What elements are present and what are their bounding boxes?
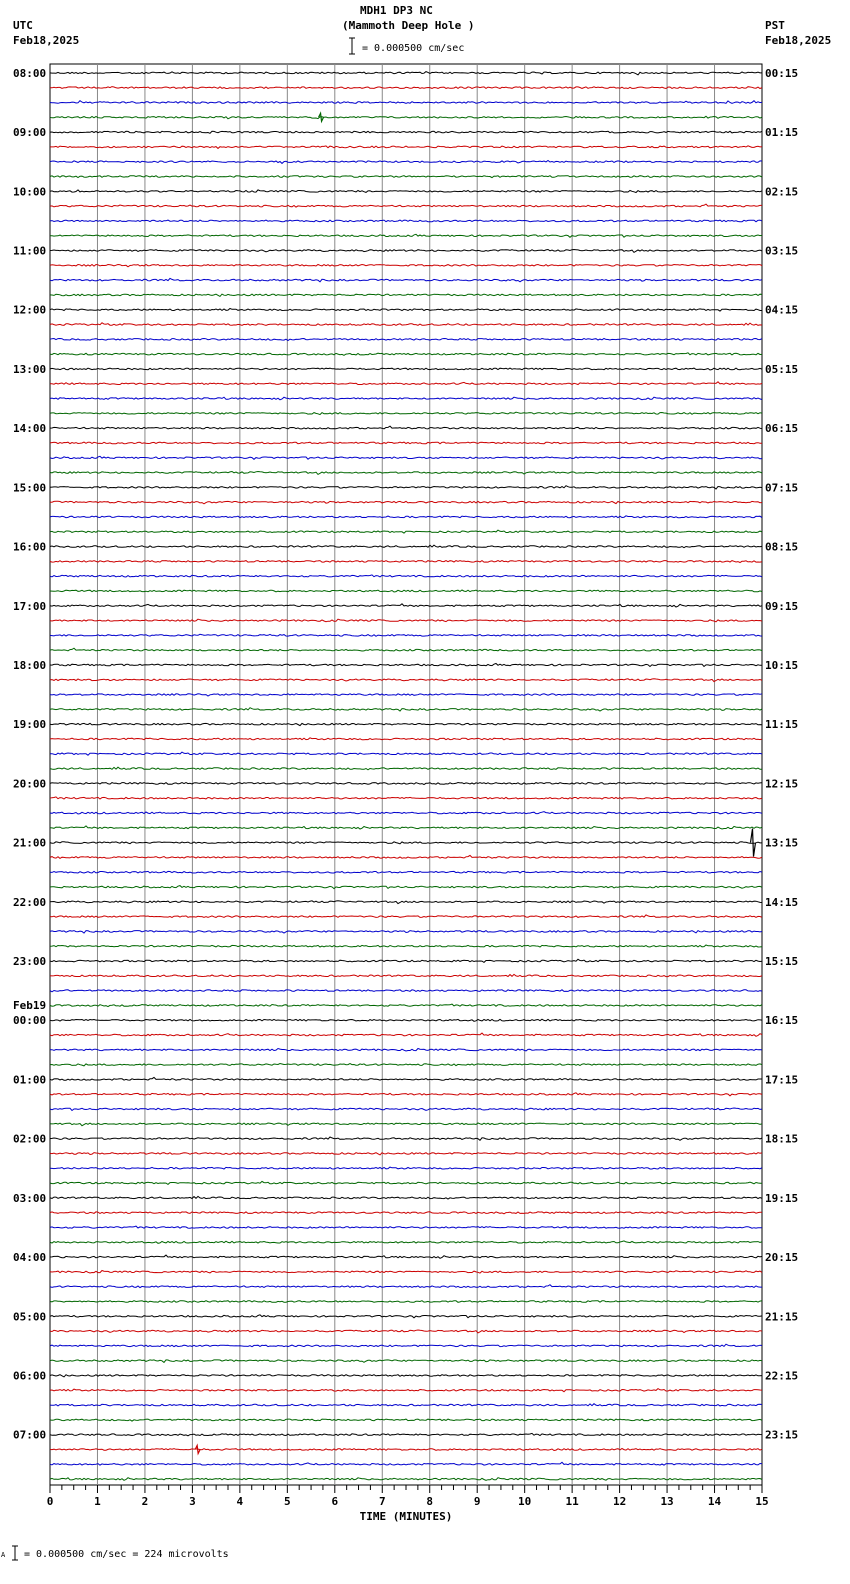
x-tick-label: 0 [46, 1495, 54, 1508]
utc-hour-label: 14:00 [13, 422, 47, 436]
seismic-trace [50, 797, 762, 799]
seismic-trace [50, 826, 762, 829]
seismic-trace [50, 426, 762, 429]
seismic-trace [50, 634, 762, 636]
seismic-trace [50, 1478, 762, 1481]
seismic-trace [50, 619, 762, 622]
seismic-trace [50, 855, 762, 858]
seismic-trace [50, 545, 762, 548]
seismic-trace [50, 1301, 762, 1303]
utc-hour-label: 21:00 [13, 836, 47, 850]
utc-hour-label: 00:00 [13, 1014, 47, 1028]
footer-scale-bar-icon [12, 1546, 18, 1560]
seismic-trace [50, 1004, 762, 1007]
seismic-trace [50, 1344, 762, 1347]
seismic-trace [50, 931, 762, 934]
station-location: (Mammoth Deep Hole ) [342, 19, 475, 32]
utc-hour-label: 10:00 [13, 185, 47, 199]
pst-hour-label: 03:15 [765, 244, 799, 258]
x-tick-label: 12 [612, 1495, 627, 1508]
seismic-trace [50, 1153, 762, 1155]
x-tick-label: 9 [473, 1495, 481, 1508]
seismic-trace [50, 131, 762, 133]
pst-hour-label: 10:15 [765, 658, 799, 672]
utc-hour-label: 07:00 [13, 1428, 47, 1442]
seismic-trace [50, 886, 762, 889]
seismic-trace [50, 1181, 762, 1184]
seismic-trace [50, 1167, 762, 1169]
utc-hour-label: 09:00 [13, 126, 47, 140]
utc-hour-label: 04:00 [13, 1251, 47, 1265]
seismic-event [751, 829, 756, 857]
pst-hour-label: 01:15 [765, 126, 799, 140]
seismic-trace [50, 871, 762, 873]
utc-hour-label: 05:00 [13, 1310, 47, 1324]
seismic-trace [50, 990, 762, 992]
seismic-trace [50, 945, 762, 947]
station-title: MDH1 DP3 NC [360, 4, 433, 17]
seismic-trace [50, 1123, 762, 1126]
seismic-trace [50, 708, 762, 711]
seismic-trace [50, 161, 762, 164]
seismic-trace [50, 486, 762, 489]
right-timezone: PST [765, 19, 785, 32]
seismic-trace [50, 561, 762, 563]
seismic-trace [50, 1093, 762, 1096]
seismic-trace [50, 265, 762, 267]
seismic-trace [50, 767, 762, 770]
seismic-trace [50, 1108, 762, 1111]
seismic-trace [50, 1375, 762, 1377]
scale-bar-icon [349, 38, 355, 54]
pst-hour-label: 23:15 [765, 1428, 799, 1442]
pst-hour-label: 06:15 [765, 422, 799, 436]
seismic-trace [50, 694, 762, 696]
x-tick-label: 4 [236, 1495, 244, 1508]
seismic-trace [50, 1049, 762, 1052]
seismic-trace [50, 1433, 762, 1435]
seismic-trace [50, 250, 762, 253]
x-tick-label: 15 [755, 1495, 769, 1508]
x-tick-label: 11 [565, 1495, 579, 1508]
pst-hour-label: 17:15 [765, 1073, 799, 1087]
x-tick-label: 8 [426, 1495, 434, 1508]
seismic-trace [50, 648, 762, 651]
seismic-trace [50, 1462, 762, 1465]
utc-hour-label: 15:00 [13, 481, 47, 495]
pst-hour-label: 13:15 [765, 836, 799, 850]
seismic-trace [50, 1241, 762, 1243]
seismic-trace [50, 1285, 762, 1288]
seismic-trace [50, 116, 762, 119]
pst-hour-label: 04:15 [765, 303, 799, 317]
seismic-trace [50, 456, 762, 459]
x-tick-label: 13 [660, 1495, 674, 1508]
seismic-trace [50, 959, 762, 962]
seismic-trace [50, 397, 762, 400]
utc-hour-label: 18:00 [13, 658, 47, 672]
footer-scale-text: = 0.000500 cm/sec = 224 microvolts [24, 1549, 229, 1560]
seismic-trace [50, 234, 762, 237]
seismic-trace [50, 472, 762, 475]
seismic-trace [50, 353, 762, 356]
utc-hour-label: 01:00 [13, 1073, 47, 1087]
seismic-trace [50, 190, 762, 193]
utc-hour-label: 02:00 [13, 1132, 47, 1146]
pst-hour-label: 22:15 [765, 1369, 799, 1383]
utc-hour-label: 17:00 [13, 599, 47, 613]
utc-date-label: Feb19 [13, 999, 47, 1013]
seismic-trace [50, 575, 762, 577]
utc-hour-label: 03:00 [13, 1191, 47, 1205]
seismic-trace [50, 1033, 762, 1036]
seismic-trace [50, 146, 762, 149]
seismic-trace [50, 590, 762, 592]
scale-label: = 0.000500 cm/sec [362, 43, 465, 54]
seismic-trace [50, 382, 762, 385]
pst-hour-label: 00:15 [765, 66, 799, 80]
x-tick-label: 6 [331, 1495, 339, 1508]
seismic-trace [50, 87, 762, 89]
pst-hour-label: 19:15 [765, 1191, 799, 1205]
seismic-trace [50, 294, 762, 296]
x-axis-title: TIME (MINUTES) [359, 1510, 453, 1523]
utc-hour-label: 23:00 [13, 955, 47, 969]
x-tick-label: 14 [707, 1495, 722, 1508]
seismic-trace [50, 752, 762, 755]
utc-hour-label: 08:00 [13, 66, 47, 80]
seismic-trace [50, 530, 762, 533]
utc-hour-label: 13:00 [13, 362, 47, 376]
x-tick-label: 3 [189, 1495, 196, 1508]
pst-hour-label: 20:15 [765, 1251, 799, 1265]
utc-hour-label: 11:00 [13, 244, 47, 258]
seismic-trace [50, 812, 762, 814]
seismic-trace [50, 1019, 762, 1021]
x-tick-label: 7 [378, 1495, 386, 1508]
seismic-trace [50, 974, 762, 976]
seismic-trace [50, 323, 762, 326]
footer-prefix: A [1, 1551, 6, 1559]
seismic-trace [50, 1137, 762, 1140]
seismic-trace [50, 176, 762, 178]
seismic-trace [50, 679, 762, 682]
x-tick-label: 2 [141, 1495, 149, 1508]
pst-hour-label: 16:15 [765, 1014, 799, 1028]
seismic-trace [50, 1330, 762, 1333]
seismic-trace [50, 901, 762, 904]
pst-hour-label: 02:15 [765, 185, 799, 199]
pst-hour-label: 15:15 [765, 955, 799, 969]
utc-hour-label: 06:00 [13, 1369, 47, 1383]
utc-hour-label: 12:00 [13, 303, 47, 317]
seismic-trace [50, 664, 762, 667]
seismic-trace [50, 368, 762, 370]
seismic-trace [50, 1449, 762, 1451]
pst-hour-label: 05:15 [765, 362, 799, 376]
utc-hour-label: 19:00 [13, 718, 47, 732]
seismic-trace [50, 1404, 762, 1406]
seismic-trace [50, 442, 762, 444]
pst-hour-label: 12:15 [765, 777, 799, 791]
pst-hour-label: 08:15 [765, 540, 799, 554]
left-timezone: UTC [13, 19, 33, 32]
seismic-trace [50, 783, 762, 785]
seismic-trace [50, 278, 762, 281]
seismic-trace [50, 1255, 762, 1258]
seismic-trace [50, 723, 762, 725]
x-tick-label: 1 [94, 1495, 101, 1508]
utc-hour-label: 22:00 [13, 895, 47, 909]
utc-hour-label: 16:00 [13, 540, 47, 554]
seismic-trace [50, 501, 762, 504]
seismic-trace [50, 1315, 762, 1318]
seismic-trace [50, 1226, 762, 1228]
pst-hour-label: 14:15 [765, 895, 799, 909]
seismic-trace [50, 738, 762, 740]
seismic-trace [50, 1271, 762, 1274]
seismic-trace [50, 220, 762, 222]
seismic-trace [50, 604, 762, 607]
pst-hour-label: 18:15 [765, 1132, 799, 1146]
right-date: Feb18,2025 [765, 34, 832, 47]
seismic-trace [50, 1212, 762, 1214]
seismic-trace [50, 412, 762, 414]
left-date: Feb18,2025 [13, 34, 80, 47]
seismic-trace [50, 1389, 762, 1392]
seismic-trace [50, 1196, 762, 1199]
seismic-trace [50, 101, 762, 104]
pst-hour-label: 09:15 [765, 599, 799, 613]
pst-hour-label: 07:15 [765, 481, 799, 495]
seismic-trace [50, 339, 762, 341]
seismic-trace [50, 204, 762, 207]
pst-hour-label: 11:15 [765, 718, 799, 732]
x-tick-label: 5 [284, 1495, 291, 1508]
seismic-trace [50, 1360, 762, 1363]
seismic-trace [50, 1077, 762, 1080]
seismic-trace [50, 1419, 762, 1421]
seismic-trace [50, 842, 762, 844]
seismic-trace [50, 915, 762, 918]
seismic-trace [50, 516, 762, 518]
seismic-trace [50, 1064, 762, 1066]
x-tick-label: 10 [518, 1495, 532, 1508]
seismic-trace [50, 309, 762, 312]
utc-hour-label: 20:00 [13, 777, 47, 791]
pst-hour-label: 21:15 [765, 1310, 799, 1324]
seismic-trace [50, 72, 762, 75]
